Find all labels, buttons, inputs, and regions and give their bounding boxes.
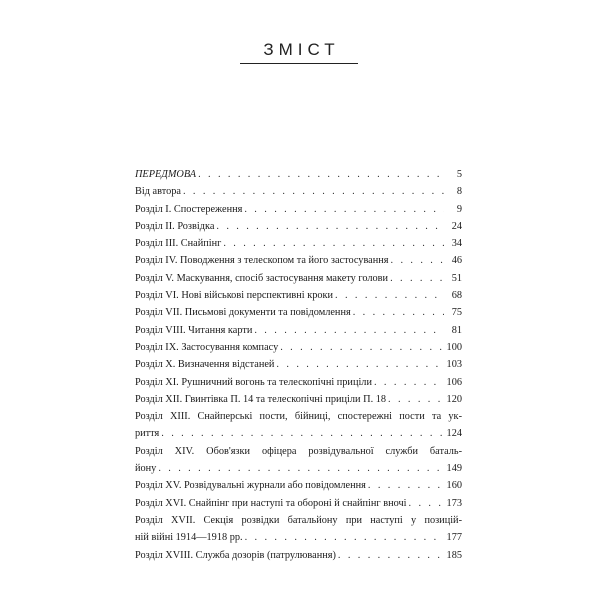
toc-entry [135,304,462,321]
dot-leader [276,356,444,373]
toc-entry-first-line: Розділ XIII. Снайперські пости, бійниці, спостережні пости та ук- [135,411,462,423]
dot-leader [388,391,444,408]
toc-entry [135,218,462,235]
dot-leader [353,304,444,321]
toc-entry-page-number: 68 [451,290,462,302]
dot-leader [254,322,444,339]
toc-entry [135,425,462,442]
toc-entry [135,495,462,512]
dot-leader [161,425,444,442]
title-underline [240,63,358,64]
toc-entry-title: Розділ VI. Нові військові перспективні кроки [135,290,334,302]
dot-leader [409,495,444,512]
toc-entry-page-number: 106 [446,376,462,388]
toc-entry-title: Розділ XI. Рушничний вогонь та телескопічні приціли [135,376,372,388]
toc-entry-title: Розділ II. Розвідка [135,220,215,232]
toc-entry-title: Розділ XVI. Снайпінг при наступі та обороні й снайпінг вночі [135,497,407,509]
toc-entry-title: Розділ XII. Гвинтівка П. 14 та телескопічні приціли П. 18 [135,393,387,405]
toc-entry [135,252,462,269]
toc-entry-title: йону [135,463,157,475]
toc-entry-title: Від автора [135,186,181,198]
dot-leader [335,287,444,304]
dot-leader [245,529,444,546]
toc-entry [135,322,462,339]
dot-leader [198,166,444,183]
toc-entry-page-number: 46 [451,255,462,267]
toc-entry-page-number: 8 [456,186,462,198]
toc-entry-title: Розділ XV. Розвідувальні журнали або повідомлення [135,480,366,492]
toc-entry [135,166,462,183]
toc-entry [135,201,462,218]
toc-entry-page-number: 34 [451,238,462,250]
toc-entry-page-number: 9 [456,203,462,215]
toc-entry-page-number: 177 [446,532,462,544]
dot-leader [244,201,444,218]
toc-entry [135,374,462,391]
toc-entry-page-number: 124 [446,428,462,440]
toc-entry-title: Розділ IV. Поводження з телескопом та його застосування [135,255,389,267]
toc-entry-title: Розділ V. Маскування, спосіб застосування макету голови [135,272,389,284]
toc-entry-title: риття [135,428,160,440]
toc-entry-title: Розділ VII. Письмові документи та повідомлення [135,307,351,319]
dot-leader [391,252,444,269]
toc-entry [135,287,462,304]
toc-entry-page-number: 185 [446,549,462,561]
toc-entry-first-line: Розділ XIV. Обов'язки офіцера розвідувальної служби баталь- [135,445,462,457]
dot-leader [280,339,444,356]
dot-leader [368,477,444,494]
toc-entry-title: ПЕРЕДМОВА [135,169,197,180]
dot-leader [390,270,444,287]
toc-entry-page-number: 81 [451,324,462,336]
toc-entry-title: Розділ IX. Застосування компасу [135,341,279,353]
dot-leader [158,460,444,477]
toc-entry-page-number: 120 [446,393,462,405]
title-block [240,40,358,64]
toc-entry-page-number: 24 [451,220,462,232]
toc-entry [135,391,462,408]
toc-entry [135,183,462,200]
toc-entry-title: Розділ І. Спостереження [135,203,243,215]
toc-entry-page-number: 75 [451,307,462,319]
toc-entry-page-number: 160 [446,480,462,492]
table-of-contents [135,166,462,564]
toc-entry-page-number: 173 [446,497,462,509]
toc-entry [135,339,462,356]
dot-leader [374,374,444,391]
toc-entry [135,460,462,477]
toc-entry [135,356,462,373]
toc-entry-page-number: 51 [451,272,462,284]
toc-entry-title: Розділ III. Снайпінг [135,238,222,250]
toc-entry-title: Розділ XVIII. Служба дозорів (патрулювання) [135,549,336,561]
dot-leader [223,235,444,252]
toc-entry-page-number: 100 [446,341,462,353]
toc-entry-title: Розділ VIII. Читання карти [135,324,253,336]
toc-entry-page-number: 149 [446,463,462,475]
dot-leader [216,218,444,235]
toc-entry-title: Розділ X. Визначення відстаней [135,359,275,371]
toc-entry-page-number: 103 [446,359,462,371]
dot-leader [338,547,444,564]
dot-leader [183,183,444,200]
toc-entry [135,477,462,494]
toc-entry [135,270,462,287]
toc-entry [135,547,462,564]
toc-entry-first-line: Розділ XVII. Секція розвідки батальйону при наступі у позицій- [135,514,462,526]
toc-entry [135,235,462,252]
toc-entry-page-number: 5 [456,169,462,180]
page-title: ЗМІСТ [263,40,340,59]
toc-entry-title: ній війні 1914—1918 рр. [135,532,243,544]
toc-entry [135,529,462,546]
